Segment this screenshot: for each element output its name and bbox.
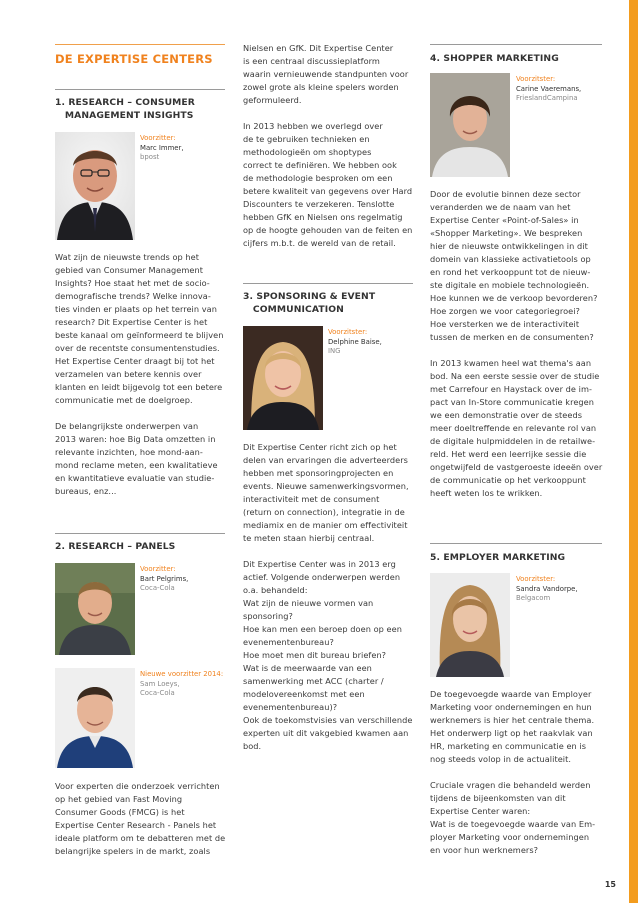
orange-edge-bar [629,0,638,903]
portrait-sam-loeys [55,668,135,768]
chair-caption-s2a [140,565,188,594]
chair-name: Delphine Baise, [328,337,382,346]
heading-shopper-marketing: 4. SHOPPER MARKETING [430,53,559,64]
chair-name: Sandra Vandorpe, [516,584,578,593]
chair-org: bpost [140,153,160,162]
chair-role: Voorzitster: [328,328,368,336]
chair-caption-s2b [140,670,223,699]
portrait-sandra-vandorpe [430,573,510,677]
body-research-panels: Voor experten die onderzoek verrichten op het gebied van Fast Moving Consumer Goods (FMCG) is het Expertise Center Research - Panels het ideale platform om te debatteren met de belangrijke spelers in de markt, zoals [55,781,226,856]
chair-role: Voorzitster: [516,75,556,83]
portrait-bart-pelgrims [55,563,135,655]
body-panels-continued: Nielsen en GfK. Dit Expertise Center is een centraal discussieplatform waarin vernieuwende standpunten voor zowel grote als kleine spelers worden geformuleerd. In 2013 hebben we overlegd over de te gebruiken technieken en methodologieën om shoptypes correct te definiëren. We hebben ook de methodologie besproken om een betere kwaliteit van gegevens over Hard Discounters te verzekeren. Tenslotte hebben GfK en Nielsen ons regelmatig op de hoogte gehouden van de feiten en cijfers m.b.t. de wereld van de retail. [243,43,413,248]
chair-caption-s1 [140,134,184,163]
chair-role: Voorzitster: [516,575,556,583]
page-number: 15 [604,880,616,889]
chair-caption-s4 [516,75,581,104]
divider [430,44,602,45]
heading-sponsoring: 3. SPONSORING & EVENT COMMUNICATION [243,291,376,315]
divider [430,543,602,544]
portrait-marc-immer [55,132,135,240]
divider [55,533,225,534]
chair-org: Coca-Cola [140,689,175,698]
chair-name: Marc Immer, [140,143,184,152]
section-rule-top [55,44,225,45]
chair-name: Sam Loeys, [140,679,180,688]
chair-role: Nieuwe voorzitter 2014: [140,670,224,678]
chair-org: Belgacom [516,594,551,603]
heading-research-consumer: 1. RESEARCH – CONSUMER MANAGEMENT INSIGHTS [55,97,195,121]
body-shopper-marketing: Door de evolutie binnen deze sector veranderden we de naam van het Expertise Center «Point-of-Sales» in «Shopper Marketing». We bespreken hier de nieuwste ontwikkelingen in dit domein van klassieke activatietools op en rond het verkooppunt tot de nieuw- ste digitale en mobiele technologieën. Hoe kunnen we de verkoop bevorderen? Hoe zorgen we voor categoriegroei? Hoe versterken we de interactiviteit tussen de merken en de consumenten? In 2013 kwamen heel wat thema's aan bod. Na een eerste sessie over de studie met Carrefour en Haystack over de im- pact van In-Store communicatie kregen we een demonstratie over de steeds meer doeltreffende en relevante rol van de digitale hulpmiddelen in de retailwe- reld. Het werd een leerrijke sessie die ongetwijfeld de vastgeroeste ideeën over de communicatie op het verkooppunt heeft weten los te wrikken. [430,189,603,498]
chair-name: Bart Pelgrims, [140,574,189,583]
portrait-delphine-baise [243,326,323,430]
chair-role: Voorzitter: [140,565,176,573]
portrait-carine-vaeremans [430,73,510,177]
body-sponsoring: Dit Expertise Center richt zich op het delen van ervaringen die adverteerders hebben met sponsoringprojecten en events. Nieuwe samenwerkingsvormen, interactiviteit met de consument (return on connection), integratie in de mediamix en de manier om effectiviteit te meten staan hierbij centraal. Dit Expertise Center was in 2013 erg actief. Volgende onderwerpen werden o.a. behandeld: Wat zijn de nieuwe vormen van sponsoring? Hoe kan men een beroep doen op een evenementenbureau? Hoe moet men dit bureau briefen? Wat is de meerwaarde van een samenwerking met ACC (charter / modelovereenkomst met een evenementenbureau)? Ook de toekomstvisies van verschillende experten uit dit vakgebied kwamen aan bod. [243,442,413,751]
chair-caption-s3 [328,328,382,357]
chair-name: Carine Vaeremans, [516,84,582,93]
section-title: DE EXPERTISE CENTERS [55,52,213,66]
body-research-consumer: Wat zijn de nieuwste trends op het gebied van Consumer Management Insights? Hoe staat het met de socio- demografische trends? Welke innova- ties vinden er plaats op het terrein van research? Dit Expertise Center is het beste kanaal om geïnformeerd te blijven over de recentste consumentenstudies. Het Expertise Center draagt bij tot het verzamelen van betere kennis over klanten en leidt bijgevolg tot een betere communicatie met de doelgroep. De belangrijkste onderwerpen van 2013 waren: hoe Big Data omzetten in relevante inzichten, hoe mond-aan- mond reclame meten, een kwalitatieve en kwantitatieve evaluatie van studie- bureaus, enz... [55,252,224,496]
heading-employer-marketing: 5. EMPLOYER MARKETING [430,552,566,563]
chair-org: Coca-Cola [140,584,175,593]
chair-caption-s5 [516,575,578,604]
chair-role: Voorzitter: [140,134,176,142]
body-employer-marketing: De toegevoegde waarde van Employer Marketing voor ondernemingen en hun werknemers is hier het centrale thema. Het onderwerp ligt op het raakvlak van HR, marketing en communicatie en is nog steeds volop in de actualiteit. Cruciale vragen die behandeld werden tijdens de bijeenkomsten van dit Expertise Center waren: Wat is de toegevoegde waarde van Em- ployer Marketing voor ondernemingen en voor hun werknemers? [430,689,596,855]
chair-org: FrieslandCampina [516,94,578,103]
divider [243,283,413,284]
heading-research-panels: 2. RESEARCH – PANELS [55,541,176,552]
divider [55,89,225,90]
chair-org: ING [328,347,341,356]
